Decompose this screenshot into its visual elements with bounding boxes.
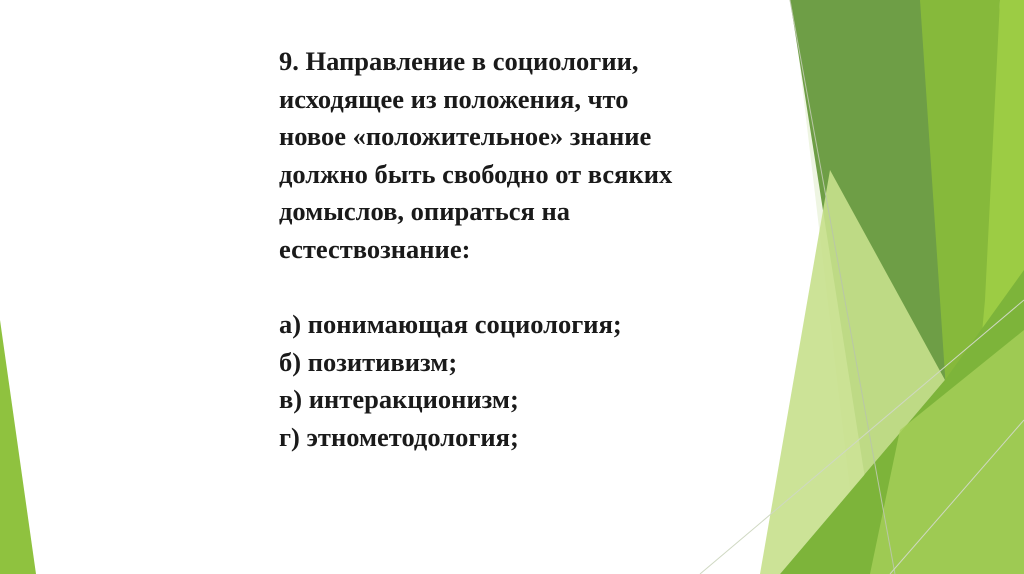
question-line: новое «положительное» знание (279, 121, 652, 152)
answer-option: в) интеракционизм; (279, 384, 519, 415)
blank-line (279, 269, 799, 307)
answer-option: б) позитивизм; (279, 346, 458, 377)
left-green-sliver (0, 320, 36, 574)
answer-option: а) понимающая социология; (279, 309, 622, 340)
question-block (279, 43, 799, 457)
question-line: естествознание: (279, 233, 471, 264)
question-line: домыслов, опираться на (279, 196, 571, 227)
question-line: должно быть свободно от всяких (279, 158, 673, 189)
question-line: исходящее из положения, что (279, 83, 629, 114)
answer-option: г) этнометодология; (279, 421, 519, 452)
question-line: 9. Направление в социологии, (279, 46, 639, 76)
